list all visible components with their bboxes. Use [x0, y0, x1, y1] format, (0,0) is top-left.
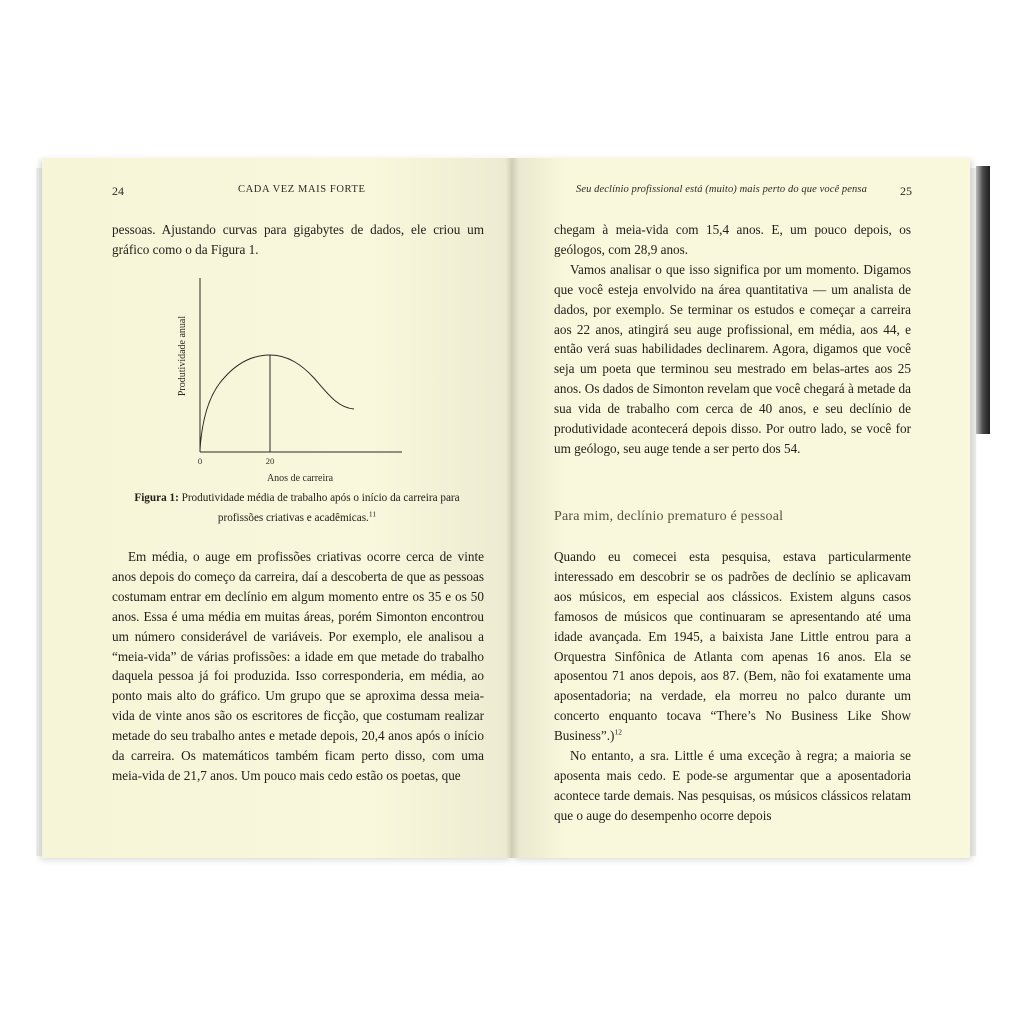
- paragraph-exception: No entanto, a sra. Little é uma exceção à regra; a maioria se aposenta mais cedo. E pode-se argumentar que a aposentadoria acontece tarde demais. Nas pesquisas, os músicos clássicos relatam que o auge do desempenho ocorre depois: [554, 748, 911, 823]
- paragraph-musicians-text: Quando eu comecei esta pesquisa, estava particularmente interessado em descobrir se os padrões de declínio se aplicavam aos músicos, em especial aos clássicos. Existem alguns casos famosos de músicos que continuaram se apresentando até uma idade avançada. Em 1945, a baixista Jane Little entrou para a Orquestra Sinfônica de Atlanta com apenas 16 anos. Ela se aposentou 71 anos depois, aos 87. (Bem, não foi exatamente uma aposentadoria; na verdade, ela morreu no palco durante um concerto enquanto tocava “There’s No Business Like Show Business”.): [554, 549, 911, 744]
- tick-label-0: 0: [197, 456, 203, 466]
- page-number-right: 25: [900, 184, 912, 198]
- figure-caption: [112, 488, 482, 528]
- left-page: [42, 158, 512, 858]
- figure-footnote-ref: 11: [368, 509, 377, 519]
- figure-1-svg: [172, 268, 412, 482]
- paragraph-musicians: [554, 547, 911, 746]
- main-paragraph-text: Em média, o auge em profissões criativas ocorre cerca de vinte anos depois do começo da carreira, daí a descoberta de que as pessoas costumam entrar em declínio em algum momento entre os 35 e os 50 anos. Essa é uma média em muitas áreas, porém Simonton encontrou um número considerável de variáveis. Por exemplo, ele analisou a “meia-vida” de várias profissões: a idade em que metade do trabalho daquela pessoa já foi produzida. Isso corresponderia, em média, ao ponto mais alto do gráfico. Um grupo que se aproxima dessa meia-vida de vinte anos são os escritores de ficção, que costumam realizar metade do seu trabalho antes e metade depois, 20,4 anos após o início da carreira. Os matemáticos também ficam perto disso, com uma meia-vida de 21,7 anos. Um pouco mais cedo estão os poetas, que: [112, 549, 484, 783]
- section-heading: Para mim, declínio prematuro é pessoal: [554, 509, 784, 524]
- x-axis-label: Anos de carreira: [266, 473, 334, 482]
- productivity-curve: [200, 355, 354, 450]
- figure-1-chart: [172, 268, 412, 482]
- footnote-ref-12: 12: [614, 727, 622, 737]
- tick-label-20: 20: [265, 456, 275, 466]
- main-paragraph: [112, 547, 484, 786]
- back-cover-edge: [976, 166, 990, 434]
- right-text-block-2: [554, 547, 911, 826]
- book-gutter: [505, 158, 519, 858]
- intro-text: pessoas. Ajustando curvas para gigabytes de dados, ele criou um gráfico como o da Figura 1.: [112, 222, 484, 257]
- running-head-left: CADA VEZ MAIS FORTE: [238, 184, 366, 195]
- right-text-block-1: [554, 220, 911, 459]
- intro-paragraph: [112, 220, 484, 260]
- figure-caption-label: Figura 1:: [134, 492, 179, 504]
- figure-caption-text: Produtividade média de trabalho após o início da carreira para profissões criativas e acadêmicas.: [181, 492, 460, 524]
- page-number-left: 24: [112, 184, 124, 198]
- paragraph-continuation: chegam à meia-vida com 15,4 anos. E, um pouco depois, os geólogos, com 28,9 anos.: [554, 222, 911, 257]
- paragraph-analysis: Vamos analisar o que isso significa por um momento. Digamos que você esteja envolvido na área quantitativa — um analista de dados, por exemplo. Se terminar os estudos e começar a carreira aos 22 anos, atingirá seu auge profissional, em média, aos 44, e então verá suas habilidades declinarem. Agora, digamos que você seja um poeta que terminou seu mestrado em belas-artes aos 25 anos. Os dados de Simonton revelam que você chegará à metade da sua vida de trabalho com cerca de 40 anos, e seu declínio de produtividade acontecerá depois disso. Por outro lado, se você for um geólogo, seu auge tende a ser perto dos 54.: [554, 261, 911, 456]
- y-axis-label: Produtividade anual: [177, 315, 188, 397]
- right-page: [512, 158, 970, 858]
- running-head-right: Seu declínio profissional está (muito) mais perto do que você pensa: [576, 184, 867, 195]
